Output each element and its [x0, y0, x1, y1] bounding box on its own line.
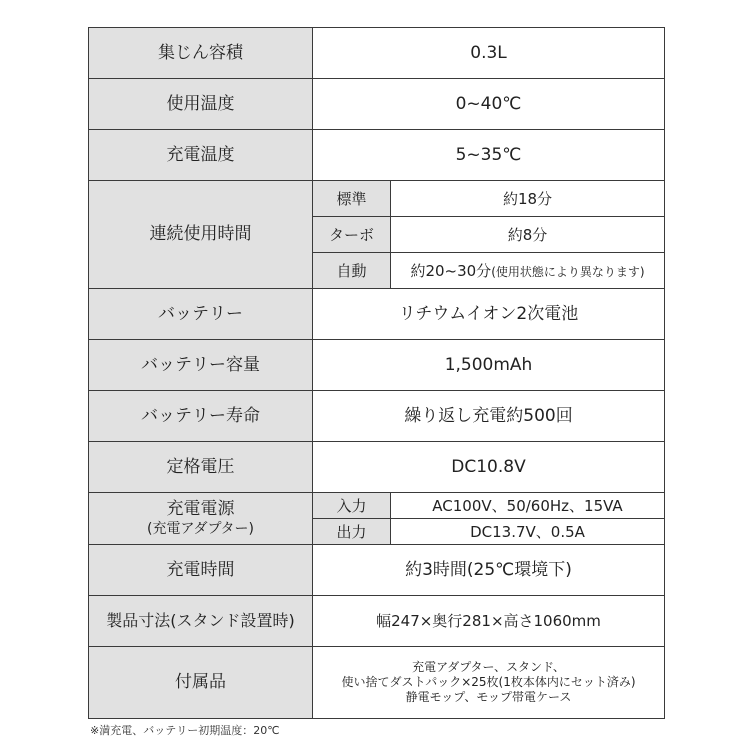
- table-row: [89, 647, 665, 719]
- mode-label: 自動: [313, 253, 391, 289]
- table-row: [89, 28, 665, 79]
- row-label: バッテリー: [89, 289, 313, 340]
- accessories-list: [313, 647, 665, 719]
- table-row: [89, 79, 665, 130]
- spec-table: [88, 27, 665, 719]
- row-value: 繰り返し充電約500回: [313, 391, 665, 442]
- item-value: DC13.7V、0.5A: [391, 519, 665, 545]
- row-value: リチウムイオン2次電池: [313, 289, 665, 340]
- row-label: 連続使用時間: [89, 181, 313, 289]
- row-label: バッテリー容量: [89, 340, 313, 391]
- table-row: [89, 181, 665, 217]
- list-item: 充電アダプター、スタンド、: [412, 660, 565, 674]
- table-row: [89, 493, 665, 519]
- table-row: [89, 289, 665, 340]
- mode-value: 約18分: [391, 181, 665, 217]
- row-label-sub: (充電アダプター): [147, 520, 254, 537]
- row-value: 0.3L: [313, 28, 665, 79]
- table-row: [89, 340, 665, 391]
- mode-note: (使用状態により異なります): [491, 264, 645, 279]
- item-label: 入力: [313, 493, 391, 519]
- list-item: 使い捨てダストパック×25枚(1枚本体内にセット済み): [341, 675, 636, 689]
- table-row: [89, 391, 665, 442]
- mode-label: 標準: [313, 181, 391, 217]
- row-label-cell: [89, 493, 313, 545]
- table-row: [89, 442, 665, 493]
- footnote: ※満充電、バッテリー初期温度：20℃: [90, 724, 280, 737]
- item-label: 出力: [313, 519, 391, 545]
- row-value: DC10.8V: [313, 442, 665, 493]
- row-value: 5~35℃: [313, 130, 665, 181]
- row-value: 幅247×奥行281×高さ1060mm: [313, 596, 665, 647]
- item-value: AC100V、50/60Hz、15VA: [391, 493, 665, 519]
- row-label: 付属品: [89, 647, 313, 719]
- row-label: 充電電源: [166, 499, 235, 520]
- mode-label: ターボ: [313, 217, 391, 253]
- mode-value: 約20~30分: [410, 261, 492, 280]
- row-value: 約3時間(25℃環境下): [313, 545, 665, 596]
- row-label: 充電温度: [89, 130, 313, 181]
- row-label: 使用温度: [89, 79, 313, 130]
- row-label: バッテリー寿命: [89, 391, 313, 442]
- row-label: 集じん容積: [89, 28, 313, 79]
- table-row: [89, 545, 665, 596]
- mode-value: 約8分: [391, 217, 665, 253]
- list-item: 静電モップ、モップ帯電ケース: [405, 690, 572, 704]
- row-label: 充電時間: [89, 545, 313, 596]
- row-label: 定格電圧: [89, 442, 313, 493]
- row-value: 1,500mAh: [313, 340, 665, 391]
- table-row: [89, 130, 665, 181]
- table-row: [89, 596, 665, 647]
- row-value: 0~40℃: [313, 79, 665, 130]
- row-label: 製品寸法(スタンド設置時): [89, 596, 313, 647]
- mode-value-cell: [391, 253, 665, 289]
